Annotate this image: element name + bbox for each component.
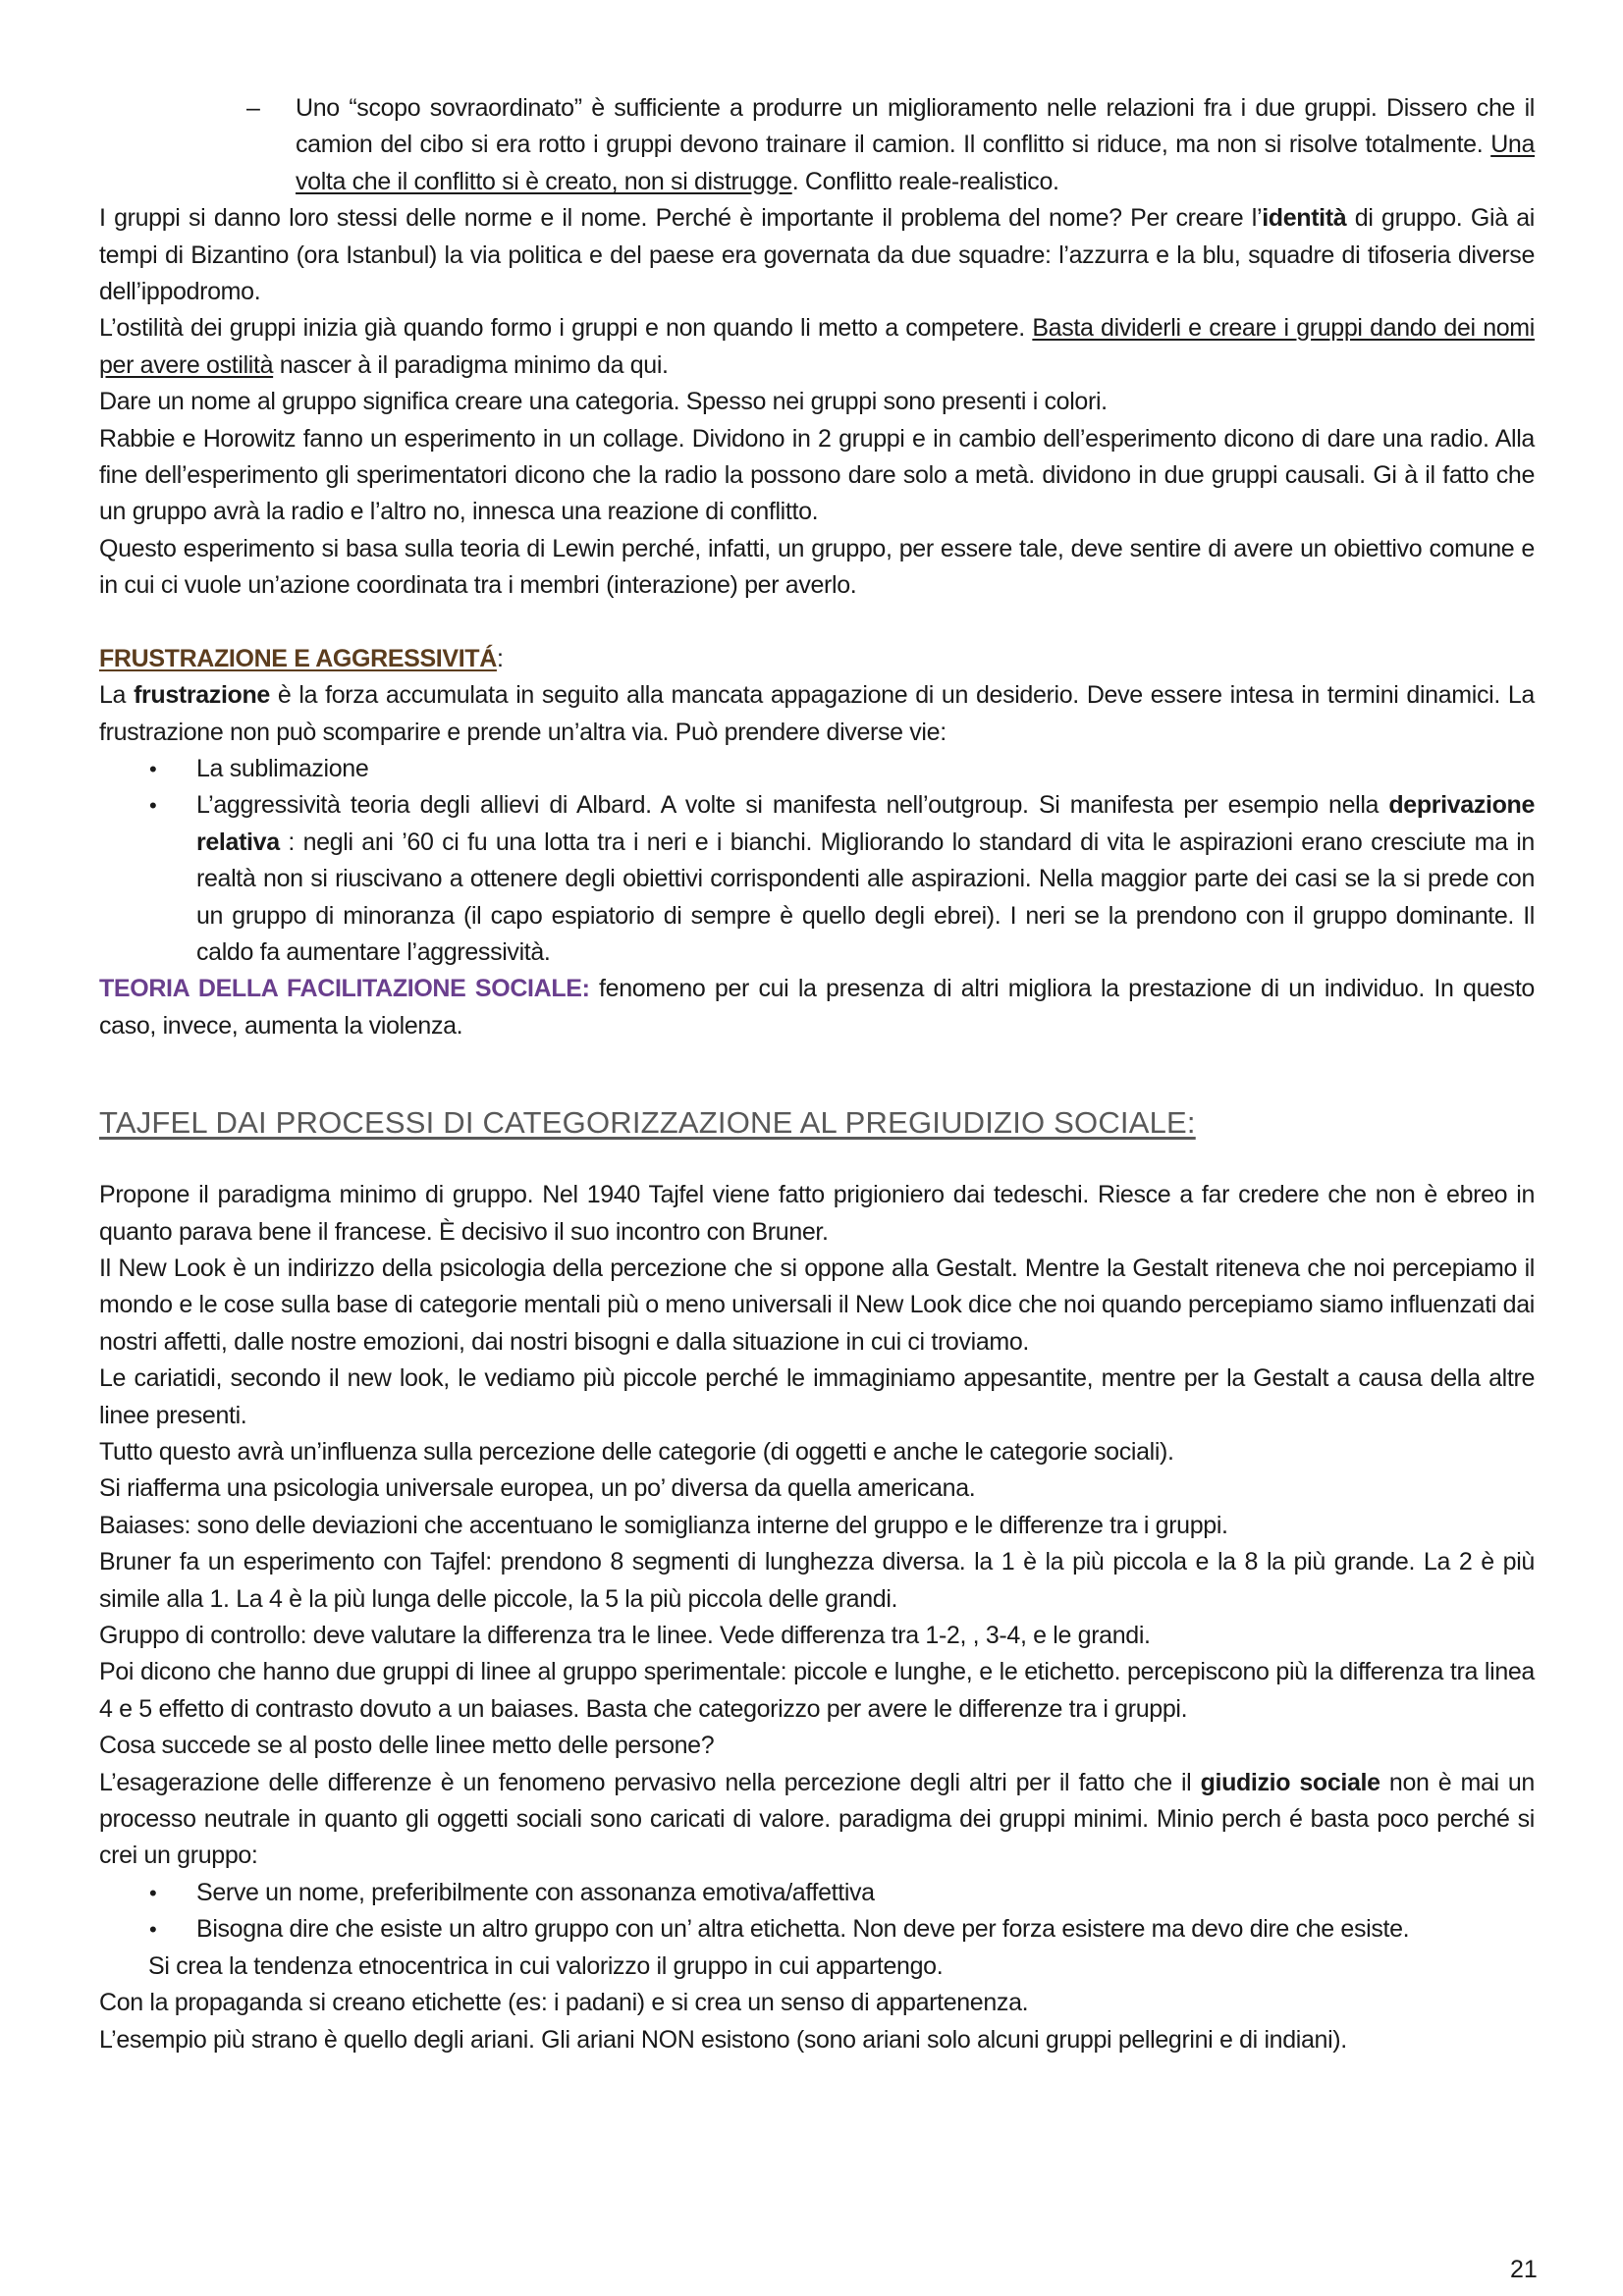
text: La <box>99 681 135 710</box>
list-item-text: : negli ani ’60 ci fu una lotta tra i neri e i bianchi. Migliorando lo standard di vita le aspirazioni erano cresciute ma in realtà non si riuscivano a ottenere degli obiettivi corrispondenti alle aspirazioni. Nella maggior parte dei casi se la si prede con un gruppo di minoranza (il capo espiatorio di sempre è quello degli ebrei). I neri se la prendono con il gruppo dominante. Il caldo fa aumentare l’aggressività. <box>196 828 1535 966</box>
paragraph-rabbie-horowitz: Rabbie e Horowitz fanno un esperimento in un collage. Dividono in 2 gruppi e in cambio dell’esperimento dicono di dare una radio. Alla fine dell’esperimento gli sperimentatori dicono che la radio la possono dare solo a metà. dividono in due gruppi causali. Gi à il fatto che un gruppo avrà la radio e l’altro no, innesca una reazione di conflitto. <box>99 424 1535 526</box>
dash-item <box>99 90 1535 200</box>
list-item <box>99 751 1535 787</box>
list-item <box>99 787 1535 971</box>
text: è la forza accumulata in seguito alla mancata appagazione di un desiderio. Deve essere intesa in termini dinamici. La frustrazione non può scomparire e prende un’altra via. Può prendere diverse vie: <box>99 681 1535 746</box>
spacer <box>99 605 1535 641</box>
bullet-marker: • <box>149 1917 157 1943</box>
list-item-text: La sublimazione <box>196 754 369 782</box>
bullet-marker: • <box>149 793 157 819</box>
paragraph-ariani: L’esempio più strano è quello degli ariani. Gli ariani NON esistono (sono ariani solo alcuni gruppi pellegrini e di indiani). <box>99 2025 1347 2054</box>
paragraph-baiases: Baiases: sono delle deviazioni che accentuano le somiglianza interne del gruppo e le differenze tra i gruppi. <box>99 1511 1228 1539</box>
text: non è mai un processo neutrale in quanto gli oggetti sociali sono caricati di valore. paradigma dei gruppi minimi. Minio perch é basta poco perché si crei un gruppo: <box>99 1768 1535 1870</box>
paragraph-influenza: Tutto questo avrà un’influenza sulla percezione delle categorie (di oggetti e anche le categorie sociali). <box>99 1438 1174 1466</box>
list-item <box>99 1911 1535 1948</box>
list-item-text: L’aggressività teoria degli allievi di Albard. A volte si manifesta nell’outgroup. Si manifesta per esempio nella <box>196 791 1389 820</box>
paragraph-bruner: Bruner fa un esperimento con Tajfel: prendono 8 segmenti di lunghezza diversa. la 1 è la più piccola e la 8 la più grande. La 2 è più simile alla 1. La 4 è la più lunga delle piccole, la 5 la più piccola delle grandi. <box>99 1548 1535 1613</box>
text: nascer à il paradigma minimo da qui. <box>273 350 669 379</box>
bullet-list-tajfel <box>99 1875 1535 1949</box>
paragraph-psicologia-europea: Si riafferma una psicologia universale europea, un po’ diversa da quella americana. <box>99 1474 976 1503</box>
paragraph-sperimentale: Poi dicono che hanno due gruppi di linee al gruppo sperimentale: piccole e lunghe, e le etichetto. percepiscono più la differenza tra linea 4 e 5 effetto di contrasto dovuto a un baiases. Basta che categorizzo per avere le differenze tra i gruppi. <box>99 1658 1535 1723</box>
paragraph-lewin: Questo esperimento si basa sulla teoria di Lewin perché, infatti, un gruppo, per essere tale, deve sentire di avere un obiettivo comune e in cui ci vuole un’azione coordinata tra i membri (interazione) per averlo. <box>99 534 1535 600</box>
paragraph-controllo: Gruppo di controllo: deve valutare la differenza tra le linee. Vede differenza tra 1-2, , 3-4, e le grandi. <box>99 1622 1151 1650</box>
page-number: 21 <box>1510 2256 1538 2283</box>
bold-identita: identità <box>1262 204 1347 233</box>
text: I gruppi si danno loro stessi delle norme e il nome. Perché è importante il problema del nome? Per creare l’ <box>99 204 1263 233</box>
text: di gruppo. Già ai tempi di Bizantino (ora Istanbul) la via politica e del paese era governata da due squadre: l’azzurra e la blu, squadre di tifoseria diverse dell’ippodromo. <box>99 204 1536 306</box>
bold-giudizio-sociale: giudizio sociale <box>1200 1768 1380 1796</box>
paragraph-categoria: Dare un nome al gruppo significa creare una categoria. Spesso nei gruppi sono presenti i colori. <box>99 388 1108 416</box>
paragraph-facilitazione <box>99 971 1535 1044</box>
list-item-text: Serve un nome, preferibilmente con assonanza emotiva/affettiva <box>196 1878 875 1906</box>
bold-frustrazione: frustrazione <box>134 681 270 710</box>
paragraph-domanda: Cosa succede se al posto delle linee metto delle persone? <box>99 1732 715 1760</box>
heading-colon: : <box>496 644 504 672</box>
paragraph-new-look: Il New Look è un indirizzo della psicologia della percezione che si oppone alla Gestalt. Mentre la Gestalt riteneva che noi percepiamo il mondo e le cose sulla base di categorie mentali più o meno universali il New Look dice che noi quando percepiamo siamo influenzati dai nostri affetti, dalle nostre emozioni, dai nostri bisogni e dalla situazione in cui ci troviamo. <box>99 1254 1535 1356</box>
heading-tajfel: TAJFEL DAI PROCESSI DI CATEGORIZZAZIONE AL PREGIUDIZIO SOCIALE: <box>99 1105 1196 1141</box>
document-page <box>99 90 1535 2058</box>
underlined-ostilita: Basta dividerli e creare i gruppi dando dei nomi per avere ostilità <box>99 314 1535 379</box>
paragraph-cariatidi: Le cariatidi, secondo il new look, le vediamo più piccole perché le immaginiamo appesantite, mentre per la Gestalt a causa della altre linee presenti. <box>99 1364 1535 1429</box>
list-item-text: Bisogna dire che esiste un altro gruppo con un’ altra etichetta. Non deve per forza esistere ma devo dire che esiste. <box>196 1915 1410 1944</box>
paragraph-ostilita <box>99 310 1535 384</box>
paragraph-propaganda: Con la propaganda si creano etichette (es: i padani) e si crea un senso di appartenenza. <box>99 1989 1029 2017</box>
list-item <box>99 1875 1535 1911</box>
bullet-marker: • <box>149 756 157 781</box>
heading-frustrazione-text: FRUSTRAZIONE E AGGRESSIVITÁ <box>99 644 497 672</box>
paragraph-esagerazione <box>99 1765 1535 1875</box>
dash-marker: – <box>246 94 260 122</box>
bullet-list-frustrazione <box>99 751 1535 971</box>
heading-facilitazione: TEORIA DELLA FACILITAZIONE SOCIALE: <box>99 975 590 1003</box>
heading-frustrazione <box>99 641 1535 677</box>
text: fenomeno per cui la presenza di altri migliora la prestazione di un individuo. In questo caso, invece, aumenta la violenza. <box>99 975 1535 1040</box>
dash-underlined-text: Una volta che il conflitto si è creato, non si distrugge <box>296 131 1535 195</box>
bullet-marker: • <box>149 1880 157 1905</box>
bold-deprivazione: deprivazione relativa <box>196 791 1535 856</box>
paragraph-etnocentrica: Si crea la tendenza etnocentrica in cui valorizzo il gruppo in cui appartengo. <box>148 1951 944 1980</box>
dash-text: Uno “scopo sovraordinato” è sufficiente a produrre un miglioramento nelle relazioni fra i due gruppi. Dissero che il camion del cibo si era rotto i gruppi devono trainare il camion. Il conflitto si riduce, ma non si risolve totalmente. <box>296 94 1535 159</box>
paragraph-tajfel-1: Propone il paradigma minimo di gruppo. Nel 1940 Tajfel viene fatto prigioniero dai tedeschi. Riesce a far credere che non è ebreo in quanto parava bene il francese. È decisivo il suo incontro con Bruner. <box>99 1181 1535 1246</box>
paragraph-frustrazione <box>99 677 1535 751</box>
paragraph-identita <box>99 200 1535 310</box>
dash-text-end: . Conflitto reale-realistico. <box>791 167 1059 195</box>
text: L’esagerazione delle differenze è un fenomeno pervasivo nella percezione degli altri per il fatto che il <box>99 1768 1201 1796</box>
text: L’ostilità dei gruppi inizia già quando formo i gruppi e non quando li metto a competere. <box>99 314 1033 343</box>
